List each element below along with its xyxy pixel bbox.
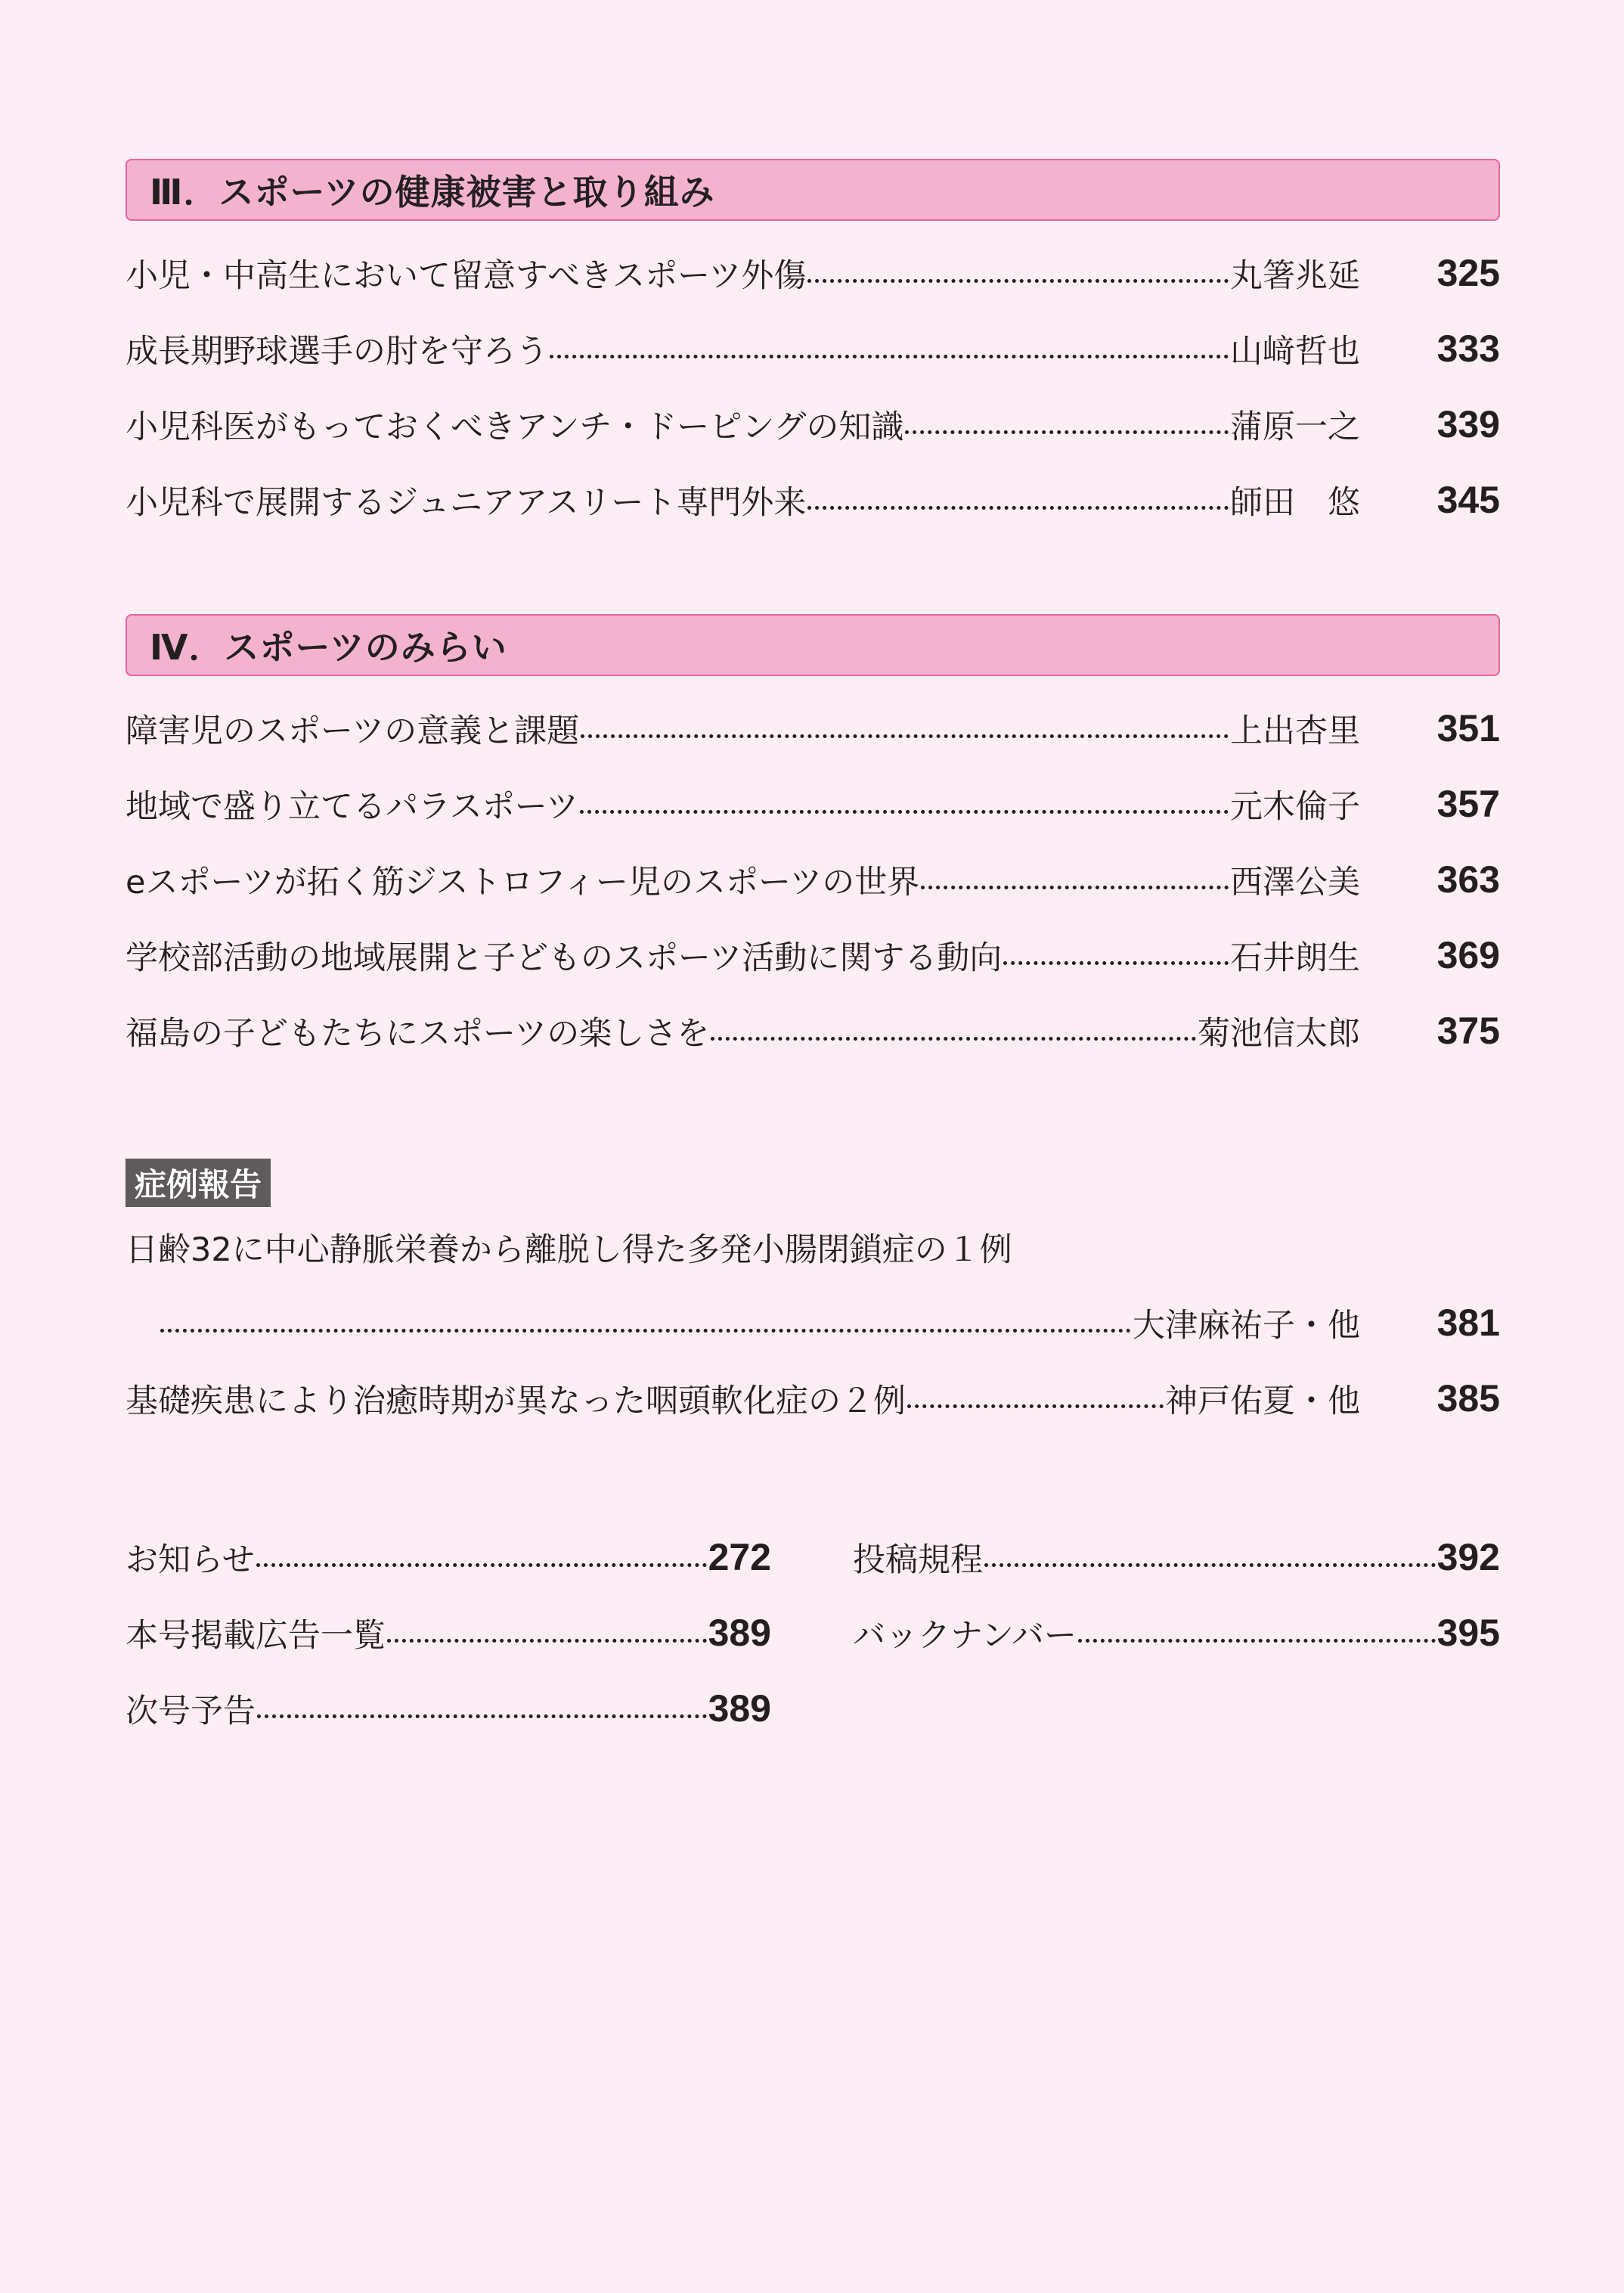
entry-page: 333 — [1436, 327, 1500, 370]
toc-entry[interactable] — [159, 1296, 1500, 1349]
entry-author: 大津麻祐子・他 — [1133, 1306, 1360, 1345]
entry-title: 地域で盛り立てるパラスポーツ — [126, 787, 578, 826]
entry-page: 389 — [708, 1687, 771, 1730]
entry-title: 障害児のスポーツの意義と課題 — [126, 712, 580, 750]
entry-title: 小児科医がもっておくべきアンチ・ドーピングの知識 — [126, 408, 904, 446]
entry-title: お知らせ — [126, 1541, 255, 1579]
toc-entry[interactable] — [126, 398, 1500, 451]
entry-page: 357 — [1436, 783, 1500, 825]
leader-dots — [921, 886, 1229, 889]
section-3-header: Ⅲ．スポーツの健康被害と取り組み — [126, 159, 1500, 221]
leader-dots — [807, 506, 1229, 510]
leader-dots — [711, 1037, 1196, 1041]
entry-title: 本号掲載広告一覧 — [126, 1616, 386, 1655]
leader-dots — [907, 1404, 1164, 1408]
toc-entry[interactable] — [126, 929, 1500, 982]
entry-title: 小児・中高生において留意すべきスポーツ外傷 — [126, 256, 807, 295]
entry-author: 山﨑哲也 — [1230, 332, 1360, 371]
leader-dots — [160, 1329, 1131, 1333]
entry-title: eスポーツが拓く筋ジストロフィー児のスポーツの世界 — [126, 863, 920, 901]
leader-dots — [256, 1563, 707, 1567]
entry-page: 381 — [1436, 1302, 1500, 1344]
entry-author: 神戸佑夏・他 — [1165, 1382, 1360, 1420]
leader-dots — [257, 1714, 707, 1718]
case-report-label: 症例報告 — [126, 1159, 271, 1207]
toc-entry[interactable] — [126, 473, 1500, 526]
entry-page: 325 — [1436, 252, 1500, 294]
misc-entry[interactable] — [853, 1606, 1500, 1659]
entry-author: 石井朗生 — [1230, 939, 1360, 977]
toc-entry[interactable] — [126, 777, 1500, 830]
section-4-header: Ⅳ．スポーツのみらい — [126, 614, 1500, 676]
toc-entry[interactable] — [126, 1004, 1500, 1057]
misc-entry[interactable] — [126, 1606, 771, 1659]
toc-entry[interactable] — [126, 247, 1500, 299]
leader-dots — [984, 1563, 1436, 1567]
entry-author: 菊池信太郎 — [1198, 1014, 1360, 1053]
entry-title: 小児科で展開するジュニアアスリート専門外来 — [126, 483, 807, 522]
entry-title: 投稿規程 — [853, 1541, 983, 1579]
misc-entry[interactable] — [126, 1531, 771, 1584]
leader-dots — [580, 810, 1229, 814]
toc-entry[interactable] — [126, 1372, 1500, 1425]
entry-page: 339 — [1436, 403, 1500, 445]
entry-page: 392 — [1436, 1536, 1500, 1578]
entry-page: 395 — [1436, 1612, 1500, 1654]
leader-dots — [387, 1639, 707, 1643]
entry-author: 元木倫子 — [1230, 787, 1360, 826]
entry-author: 丸箸兆延 — [1230, 256, 1360, 295]
entry-page: 363 — [1436, 858, 1500, 901]
misc-entry[interactable] — [126, 1682, 771, 1735]
entry-author: 蒲原一之 — [1230, 408, 1360, 446]
entry-page: 369 — [1436, 934, 1500, 976]
leader-dots — [905, 430, 1229, 434]
toc-entry[interactable] — [126, 702, 1500, 755]
entry-title: 福島の子どもたちにスポーツの楽しさを — [126, 1014, 710, 1053]
entry-author: 西澤公美 — [1230, 863, 1360, 901]
leader-dots — [807, 279, 1229, 283]
entry-page: 345 — [1436, 479, 1500, 521]
entry-title: 学校部活動の地域展開と子どものスポーツ活動に関する動向 — [126, 939, 1003, 977]
case-report-title[interactable]: 日齢32に中心静脈栄養から離脱し得た多発小腸閉鎖症の１例 — [126, 1230, 1012, 1269]
entry-title: 基礎疾患により治癒時期が異なった咽頭軟化症の２例 — [126, 1382, 906, 1420]
entry-author: 上出杏里 — [1230, 712, 1360, 750]
toc-entry[interactable] — [126, 853, 1500, 906]
leader-dots — [1003, 961, 1229, 965]
entry-page: 389 — [708, 1612, 771, 1654]
entry-title: 成長期野球選手の肘を守ろう — [126, 332, 548, 371]
entry-page: 375 — [1436, 1010, 1500, 1052]
misc-entry[interactable] — [853, 1531, 1500, 1584]
entry-page: 385 — [1436, 1377, 1500, 1420]
entry-author: 師田 悠 — [1230, 483, 1360, 522]
leader-dots — [581, 734, 1229, 738]
entry-page: 272 — [708, 1536, 771, 1578]
toc-entry[interactable] — [126, 322, 1500, 375]
leader-dots — [1078, 1639, 1436, 1643]
entry-title: 次号予告 — [126, 1692, 256, 1730]
entry-title: バックナンバー — [853, 1616, 1077, 1655]
entry-page: 351 — [1436, 707, 1500, 749]
leader-dots — [550, 355, 1229, 358]
